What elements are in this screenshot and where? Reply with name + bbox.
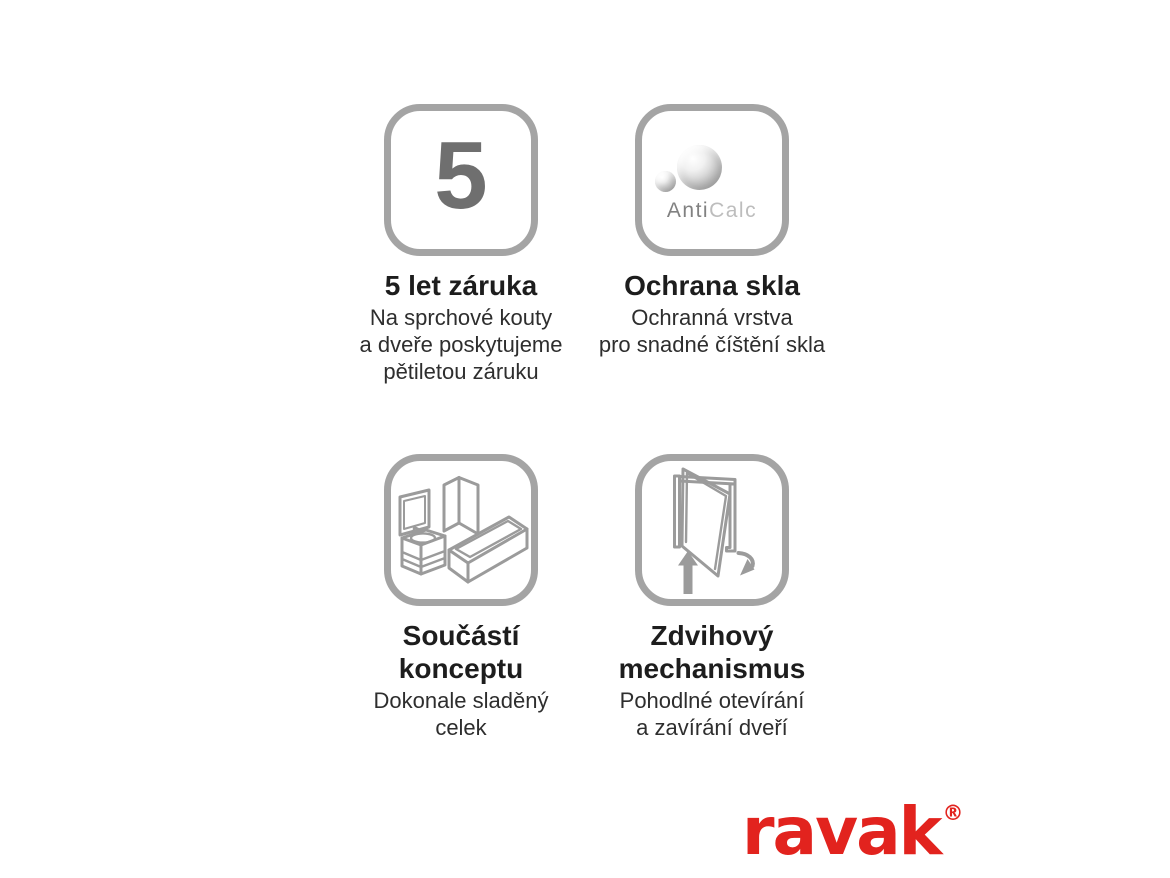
feature-concept — [320, 454, 602, 741]
digit-5-glyph: 5 — [434, 122, 488, 229]
bathroom-concept-badge-icon — [384, 454, 538, 606]
feature-description: Na sprchové kouty a dveře poskytujeme pětiletou záruku — [359, 305, 563, 384]
bathroom-scene-icon — [392, 461, 530, 599]
feature-lift-mechanism — [571, 454, 853, 741]
feature-glass-protection — [571, 104, 853, 358]
feature-description: Ochranná vrstva pro snadné číštění skla — [598, 305, 826, 357]
feature-description: Dokonale sladěný celek — [373, 688, 549, 740]
five-years-badge-icon — [384, 104, 538, 256]
registered-trademark-symbol: ® — [942, 801, 964, 825]
lifting-door-icon — [643, 461, 781, 599]
feature-title: Ochrana skla — [624, 270, 800, 301]
ravak-wordmark: ravak — [742, 793, 941, 870]
feature-warranty — [320, 104, 602, 385]
water-drop-large-icon — [677, 145, 722, 190]
feature-title: Zdvihový mechanismus — [618, 620, 806, 684]
anticalc-badge-icon — [635, 104, 789, 256]
feature-title: Součástí konceptu — [398, 620, 524, 684]
anticalc-wordmark: AntiCalc — [666, 199, 758, 222]
feature-title: 5 let záruka — [384, 270, 538, 301]
lifting-door-badge-icon — [635, 454, 789, 606]
feature-description: Pohodlné otevírání a zavírání dveří — [619, 688, 805, 740]
ravak-logo — [742, 793, 964, 870]
water-drop-small-icon — [655, 171, 676, 192]
